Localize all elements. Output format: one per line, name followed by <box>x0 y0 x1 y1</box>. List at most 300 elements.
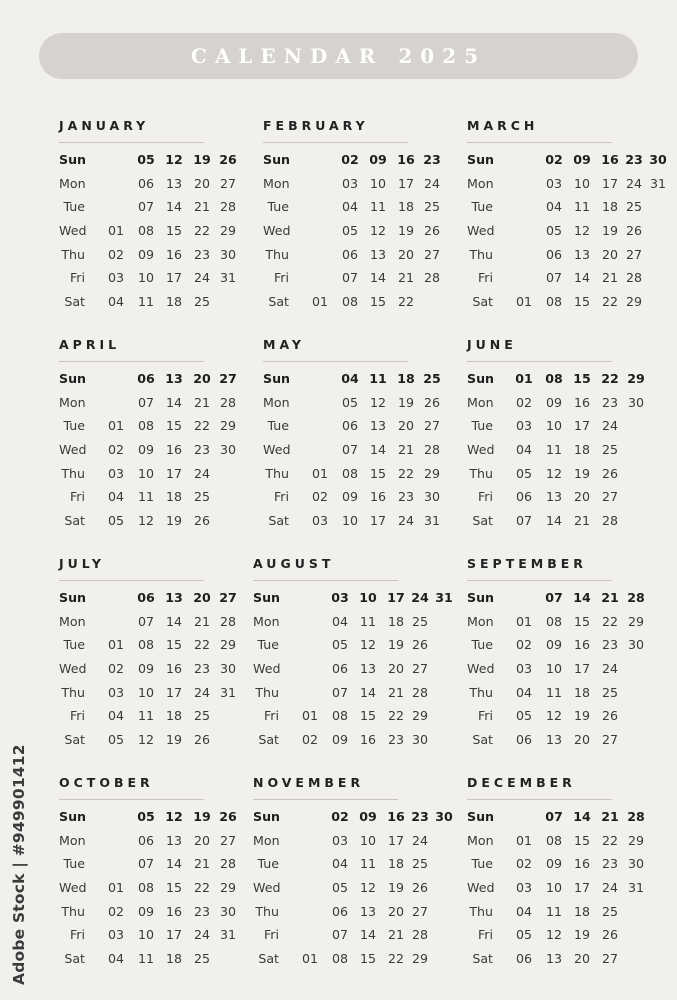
date-cell: 15 <box>165 880 183 896</box>
weekday-row <box>253 704 438 728</box>
date-cell: 21 <box>193 199 211 215</box>
date-cell: 15 <box>573 371 591 386</box>
date-cell: 05 <box>137 809 155 824</box>
date-cell: 13 <box>165 175 183 191</box>
weekday-label: Sat <box>258 732 279 748</box>
date-cell: 22 <box>193 223 211 239</box>
date-cell: 03 <box>515 418 533 434</box>
date-cell: 17 <box>369 513 387 529</box>
date-cell: 21 <box>193 394 211 410</box>
date-cell: 20 <box>193 371 211 386</box>
weekday-row <box>467 509 652 533</box>
weekday-label: Mon <box>59 175 86 191</box>
date-cell: 11 <box>545 684 563 700</box>
date-cell: 24 <box>411 832 429 848</box>
date-cell: 10 <box>545 418 563 434</box>
month-name: JUNE <box>467 337 517 352</box>
weekday-label: Tue <box>63 856 85 872</box>
date-cell: 29 <box>627 832 645 848</box>
date-cell: 14 <box>573 590 591 605</box>
date-cell: 23 <box>625 152 643 167</box>
date-cell: 13 <box>369 246 387 262</box>
date-cell: 15 <box>369 294 387 310</box>
date-cell: 23 <box>397 489 415 505</box>
date-cell: 08 <box>545 832 563 848</box>
date-cell: 11 <box>369 371 387 386</box>
month-name: JANUARY <box>59 118 150 133</box>
month-divider <box>467 361 612 362</box>
date-cell: 25 <box>411 613 429 629</box>
weekday-row <box>467 219 652 243</box>
date-cell: 24 <box>601 661 619 677</box>
date-cell: 17 <box>387 832 405 848</box>
weekday-row <box>59 509 244 533</box>
weekday-row <box>467 829 652 853</box>
date-cell: 07 <box>545 809 563 824</box>
month-divider <box>467 142 612 143</box>
month-name: MARCH <box>467 118 539 133</box>
month-block <box>467 337 652 533</box>
date-cell: 19 <box>165 513 183 529</box>
date-cell: 11 <box>137 951 155 967</box>
date-cell: 31 <box>649 175 667 191</box>
weekday-row <box>253 947 438 971</box>
date-cell: 13 <box>369 418 387 434</box>
date-cell: 14 <box>545 513 563 529</box>
date-cell: 11 <box>359 856 377 872</box>
date-cell: 31 <box>627 880 645 896</box>
weekday-row <box>59 728 244 752</box>
date-cell: 24 <box>601 418 619 434</box>
date-cell: 25 <box>601 442 619 458</box>
weekday-row <box>59 148 244 172</box>
date-cell: 06 <box>545 246 563 262</box>
date-cell: 01 <box>107 223 125 239</box>
date-cell: 15 <box>573 294 591 310</box>
date-cell: 15 <box>359 951 377 967</box>
weekday-row <box>467 704 652 728</box>
weekday-row <box>59 172 244 196</box>
date-cell: 01 <box>515 832 533 848</box>
date-cell: 27 <box>423 246 441 262</box>
date-cell: 18 <box>573 442 591 458</box>
month-divider <box>59 580 204 581</box>
weekday-row <box>59 414 244 438</box>
date-cell: 21 <box>387 927 405 943</box>
date-cell: 02 <box>545 152 563 167</box>
date-cell: 12 <box>545 708 563 724</box>
date-cell: 26 <box>601 927 619 943</box>
weekday-label: Wed <box>467 880 495 896</box>
date-cell: 22 <box>397 294 415 310</box>
month-name: SEPTEMBER <box>467 556 587 571</box>
date-cell: 09 <box>545 394 563 410</box>
date-cell: 04 <box>107 708 125 724</box>
date-cell: 07 <box>137 199 155 215</box>
weekday-label: Mon <box>263 175 290 191</box>
date-cell: 11 <box>545 442 563 458</box>
date-cell: 06 <box>341 246 359 262</box>
date-cell: 12 <box>369 394 387 410</box>
date-cell: 18 <box>165 489 183 505</box>
date-cell: 07 <box>331 684 349 700</box>
weekday-label: Mon <box>253 832 280 848</box>
weekday-label: Sat <box>268 294 289 310</box>
date-cell: 25 <box>193 708 211 724</box>
date-cell: 05 <box>331 880 349 896</box>
weekday-row <box>253 829 438 853</box>
weekday-row <box>263 485 448 509</box>
month-divider <box>253 580 398 581</box>
month-name: OCTOBER <box>59 775 154 790</box>
date-cell: 25 <box>193 489 211 505</box>
weekday-label: Thu <box>61 684 85 700</box>
weekday-row <box>467 462 652 486</box>
date-cell: 12 <box>137 513 155 529</box>
date-cell: 27 <box>601 732 619 748</box>
date-cell: 25 <box>411 856 429 872</box>
date-cell: 14 <box>165 856 183 872</box>
date-cell: 14 <box>573 809 591 824</box>
date-cell: 30 <box>649 152 667 167</box>
weekday-label: Sat <box>64 951 85 967</box>
date-cell: 22 <box>387 951 405 967</box>
weekday-label: Sat <box>268 513 289 529</box>
date-cell: 02 <box>107 246 125 262</box>
date-cell: 07 <box>341 442 359 458</box>
date-cell: 12 <box>545 927 563 943</box>
weekday-row <box>467 610 652 634</box>
date-cell: 22 <box>601 294 619 310</box>
weekday-label: Sun <box>59 590 87 605</box>
weekday-label: Fri <box>263 708 279 724</box>
date-cell: 30 <box>435 809 453 824</box>
weekday-row <box>253 610 438 634</box>
date-cell: 01 <box>301 951 319 967</box>
date-cell: 09 <box>573 152 591 167</box>
weekday-row <box>467 414 652 438</box>
date-cell: 06 <box>137 590 155 605</box>
date-cell: 28 <box>411 927 429 943</box>
date-cell: 07 <box>515 513 533 529</box>
month-divider <box>59 142 204 143</box>
date-cell: 20 <box>397 246 415 262</box>
date-cell: 12 <box>165 809 183 824</box>
date-cell: 29 <box>627 613 645 629</box>
date-cell: 10 <box>545 880 563 896</box>
date-cell: 21 <box>193 613 211 629</box>
date-cell: 19 <box>397 223 415 239</box>
weekday-row <box>263 414 448 438</box>
weekday-row <box>59 829 244 853</box>
date-cell: 28 <box>219 856 237 872</box>
date-cell: 08 <box>137 637 155 653</box>
weekday-row <box>467 633 652 657</box>
date-cell: 03 <box>107 270 125 286</box>
date-cell: 10 <box>359 832 377 848</box>
date-cell: 13 <box>545 732 563 748</box>
date-cell: 01 <box>107 637 125 653</box>
date-cell: 11 <box>137 708 155 724</box>
date-cell: 19 <box>387 880 405 896</box>
date-cell: 17 <box>165 684 183 700</box>
date-cell: 27 <box>625 246 643 262</box>
weekday-row <box>59 681 244 705</box>
date-cell: 26 <box>411 637 429 653</box>
weekday-label: Thu <box>469 465 493 481</box>
month-divider <box>59 799 204 800</box>
weekday-label: Sat <box>472 294 493 310</box>
weekday-label: Sat <box>472 513 493 529</box>
date-cell: 03 <box>331 832 349 848</box>
date-cell: 11 <box>359 613 377 629</box>
date-cell: 12 <box>359 637 377 653</box>
date-cell: 08 <box>331 708 349 724</box>
weekday-row <box>263 462 448 486</box>
weekday-label: Wed <box>59 223 87 239</box>
date-cell: 08 <box>137 880 155 896</box>
date-cell: 19 <box>573 927 591 943</box>
weekday-label: Fri <box>273 270 289 286</box>
weekday-label: Mon <box>59 394 86 410</box>
month-name: AUGUST <box>253 556 335 571</box>
date-cell: 28 <box>411 684 429 700</box>
date-cell: 19 <box>397 394 415 410</box>
date-cell: 20 <box>573 732 591 748</box>
date-cell: 20 <box>193 175 211 191</box>
weekday-row <box>59 900 244 924</box>
date-cell: 15 <box>573 613 591 629</box>
date-cell: 08 <box>545 371 563 386</box>
date-cell: 14 <box>573 270 591 286</box>
date-cell: 02 <box>311 489 329 505</box>
weekday-row <box>263 266 448 290</box>
date-cell: 03 <box>107 684 125 700</box>
date-cell: 01 <box>311 465 329 481</box>
month-name: DECEMBER <box>467 775 576 790</box>
date-cell: 24 <box>423 175 441 191</box>
date-cell: 13 <box>165 590 183 605</box>
weekday-label: Thu <box>265 465 289 481</box>
weekday-row <box>467 586 652 610</box>
date-cell: 23 <box>601 856 619 872</box>
date-cell: 17 <box>573 880 591 896</box>
date-cell: 12 <box>545 465 563 481</box>
weekday-label: Thu <box>61 903 85 919</box>
weekday-row <box>59 391 244 415</box>
date-cell: 05 <box>545 223 563 239</box>
date-cell: 26 <box>423 394 441 410</box>
weekday-row <box>59 219 244 243</box>
date-cell: 10 <box>545 661 563 677</box>
date-cell: 05 <box>515 708 533 724</box>
date-cell: 28 <box>423 270 441 286</box>
date-cell: 03 <box>107 927 125 943</box>
date-cell: 02 <box>515 637 533 653</box>
date-cell: 26 <box>411 880 429 896</box>
date-cell: 16 <box>387 809 405 824</box>
weekday-label: Sat <box>64 294 85 310</box>
weekday-row <box>467 391 652 415</box>
date-cell: 08 <box>341 465 359 481</box>
month-block <box>467 118 667 314</box>
date-cell: 16 <box>165 661 183 677</box>
weekday-label: Tue <box>267 199 289 215</box>
date-cell: 25 <box>625 199 643 215</box>
date-cell: 19 <box>165 732 183 748</box>
date-cell: 13 <box>545 951 563 967</box>
date-cell: 09 <box>137 903 155 919</box>
date-cell: 01 <box>107 880 125 896</box>
date-cell: 08 <box>137 223 155 239</box>
date-cell: 18 <box>165 951 183 967</box>
date-cell: 20 <box>573 489 591 505</box>
weekday-label: Fri <box>69 489 85 505</box>
date-cell: 24 <box>193 684 211 700</box>
date-cell: 09 <box>137 442 155 458</box>
date-cell: 23 <box>387 732 405 748</box>
date-cell: 26 <box>601 465 619 481</box>
weekday-label: Fri <box>263 927 279 943</box>
date-cell: 30 <box>411 732 429 748</box>
date-cell: 30 <box>627 856 645 872</box>
month-divider <box>467 799 612 800</box>
date-cell: 22 <box>601 613 619 629</box>
date-cell: 18 <box>397 371 415 386</box>
weekday-row <box>59 876 244 900</box>
date-cell: 29 <box>411 951 429 967</box>
date-cell: 15 <box>165 418 183 434</box>
date-cell: 27 <box>219 371 237 386</box>
month-name: MAY <box>263 337 305 352</box>
date-cell: 03 <box>107 465 125 481</box>
date-cell: 31 <box>423 513 441 529</box>
date-cell: 30 <box>423 489 441 505</box>
weekday-label: Wed <box>263 442 291 458</box>
month-block <box>263 337 448 533</box>
date-cell: 04 <box>331 856 349 872</box>
date-cell: 08 <box>545 294 563 310</box>
date-cell: 01 <box>515 294 533 310</box>
date-cell: 12 <box>165 152 183 167</box>
date-cell: 03 <box>331 590 349 605</box>
date-cell: 01 <box>515 613 533 629</box>
date-cell: 23 <box>193 442 211 458</box>
date-cell: 15 <box>165 223 183 239</box>
date-cell: 26 <box>423 223 441 239</box>
weekday-label: Fri <box>273 489 289 505</box>
date-cell: 08 <box>545 613 563 629</box>
date-cell: 07 <box>137 613 155 629</box>
weekday-label: Wed <box>467 661 495 677</box>
date-cell: 04 <box>545 199 563 215</box>
date-cell: 09 <box>341 489 359 505</box>
weekday-row <box>467 290 652 314</box>
date-cell: 31 <box>219 927 237 943</box>
date-cell: 16 <box>359 732 377 748</box>
date-cell: 31 <box>219 684 237 700</box>
weekday-row <box>253 633 438 657</box>
date-cell: 28 <box>219 613 237 629</box>
weekday-label: Fri <box>477 708 493 724</box>
weekday-row <box>59 290 244 314</box>
weekday-row <box>253 681 438 705</box>
date-cell: 06 <box>331 903 349 919</box>
date-cell: 19 <box>193 809 211 824</box>
date-cell: 27 <box>601 489 619 505</box>
date-cell: 29 <box>219 637 237 653</box>
date-cell: 16 <box>165 246 183 262</box>
date-cell: 17 <box>387 590 405 605</box>
weekday-row <box>253 852 438 876</box>
date-cell: 20 <box>193 590 211 605</box>
date-cell: 17 <box>573 418 591 434</box>
date-cell: 18 <box>397 199 415 215</box>
date-cell: 11 <box>369 199 387 215</box>
month-block <box>467 775 652 971</box>
weekday-row <box>467 923 652 947</box>
weekday-label: Sun <box>59 152 87 167</box>
date-cell: 04 <box>107 951 125 967</box>
weekday-row <box>263 148 448 172</box>
month-divider <box>263 361 408 362</box>
date-cell: 31 <box>219 270 237 286</box>
date-cell: 08 <box>341 294 359 310</box>
date-cell: 13 <box>359 661 377 677</box>
date-cell: 10 <box>137 927 155 943</box>
date-cell: 24 <box>411 590 429 605</box>
date-cell: 09 <box>359 809 377 824</box>
date-cell: 06 <box>137 832 155 848</box>
date-cell: 13 <box>165 832 183 848</box>
weekday-label: Sun <box>59 371 87 386</box>
weekday-label: Fri <box>69 927 85 943</box>
weekday-row <box>467 728 652 752</box>
date-cell: 05 <box>331 637 349 653</box>
date-cell: 18 <box>387 613 405 629</box>
date-cell: 29 <box>219 880 237 896</box>
date-cell: 02 <box>331 809 349 824</box>
date-cell: 16 <box>165 903 183 919</box>
date-cell: 04 <box>515 684 533 700</box>
weekday-row <box>59 805 244 829</box>
date-cell: 14 <box>165 613 183 629</box>
date-cell: 26 <box>219 152 237 167</box>
date-cell: 05 <box>341 223 359 239</box>
month-block <box>253 775 453 971</box>
date-cell: 28 <box>627 809 645 824</box>
weekday-row <box>263 172 448 196</box>
weekday-row <box>59 923 244 947</box>
weekday-row <box>253 805 453 829</box>
weekday-row <box>467 876 652 900</box>
weekday-label: Sun <box>467 809 495 824</box>
weekday-label: Mon <box>263 394 290 410</box>
date-cell: 10 <box>573 175 591 191</box>
date-cell: 20 <box>387 903 405 919</box>
date-cell: 03 <box>311 513 329 529</box>
weekday-label: Tue <box>63 637 85 653</box>
date-cell: 04 <box>107 489 125 505</box>
weekday-label: Tue <box>257 856 279 872</box>
weekday-row <box>263 243 448 267</box>
date-cell: 18 <box>165 294 183 310</box>
date-cell: 06 <box>331 661 349 677</box>
side-credit: Adobe Stock | #949901412 <box>10 744 28 985</box>
weekday-label: Wed <box>253 880 281 896</box>
weekday-label: Sat <box>472 951 493 967</box>
date-cell: 15 <box>573 832 591 848</box>
